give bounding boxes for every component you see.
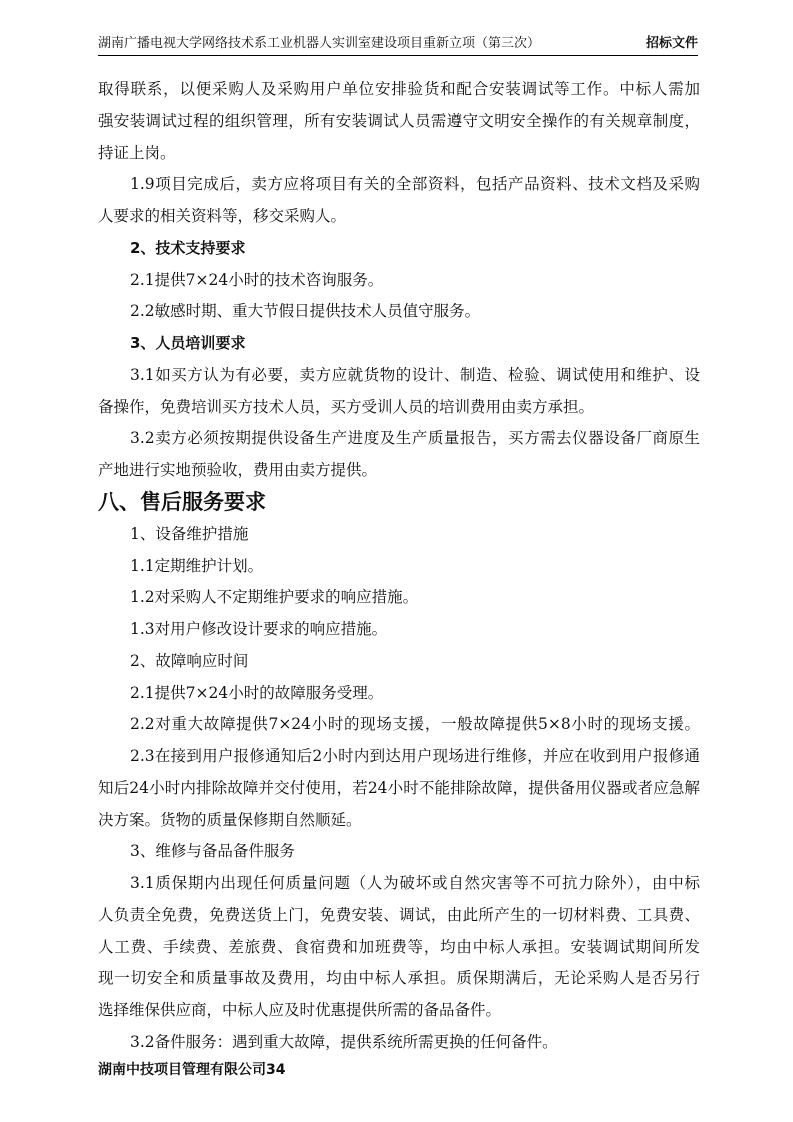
paragraph-line: 2.1提供7×24小时的故障服务受理。 [130,684,384,702]
paragraph-line: 人负责全免费，免费送货上门，免费安装、调试，由此所产生的一切材料费、工具费、 [98,906,700,924]
paragraph-line: 备操作，免费培训买方技术人员，买方受训人员的培训费用由卖方承担。 [98,398,595,416]
paragraph-line: 2.2对重大故障提供7×24小时的现场支援，一般故障提供5×8小时的现场支援。 [130,715,700,733]
header-doc-type: 招标文件 [645,36,698,51]
paragraph-line: 产地进行实地预验收，费用由卖方提供。 [98,461,378,479]
paragraph-line: 3、维修与备品备件服务 [130,842,295,860]
paragraph-line: 1.9项目完成后，卖方应将项目有关的全部资料，包括产品资料、技术文档及采购 [130,175,700,193]
paragraph-line: 强安装调试过程的组织管理，所有安装调试人员需遵守文明安全操作的有关规章制度， [98,112,700,130]
subheading-training: 3、人员培训要求 [130,334,246,352]
paragraph-line: 决方案。货物的质量保修期自然顺延。 [98,811,362,829]
paragraph-line: 1.2对采购人不定期维护要求的响应措施。 [130,588,419,606]
paragraph-line: 1.3对用户修改设计要求的响应措施。 [130,620,388,638]
paragraph-line: 1.1定期维护计划。 [130,557,264,575]
paragraph-line: 选择维保供应商，中标人应及时优惠提供所需的备品备件。 [98,1001,502,1019]
footer-company: 湖南中技项目管理有限公司 [98,1062,266,1078]
paragraph-line: 3.1质保期内出现任何质量问题（人为破坏或自然灾害等不可抗力除外），由中标 [130,874,700,892]
paragraph-line: 3.2卖方必须按期提供设备生产进度及生产质量报告，买方需去仪器设备厂商原生 [130,429,700,447]
paragraph-line: 1、设备维护措施 [130,525,249,543]
paragraph-line: 人工费、手续费、差旅费、食宿费和加班费等，均由中标人承担。安装调试期间所发 [98,938,700,956]
paragraph-line: 持证上岗。 [98,144,176,162]
page-header [98,33,698,56]
paragraph-line: 2.3在接到用户报修通知后2小时内到达用户现场进行维修，并应在收到用户报修通 [130,747,700,765]
section-heading-after-sales: 八、售后服务要求 [98,490,266,514]
paragraph-line: 取得联系，以便采购人及采购用户单位安排验货和配合安装调试等工作。中标人需加 [98,80,700,98]
page-number: 34 [266,1062,286,1078]
paragraph-line: 2、故障响应时间 [130,652,249,670]
subheading-tech-support: 2、技术支持要求 [130,239,246,257]
paragraph-line: 2.1提供7×24小时的技术咨询服务。 [130,271,384,289]
paragraph-line: 3.1如买方认为有必要，卖方应就货物的设计、制造、检验、调试使用和维护、设 [130,366,700,384]
page-footer [98,1059,285,1079]
paragraph-line: 知后24小时内排除故障并交付使用，若24小时不能排除故障，提供备用仪器或者应急解 [98,779,700,797]
paragraph-line: 人要求的相关资料等，移交采购人。 [98,207,347,225]
paragraph-line: 现一切安全和质量事故及费用，均由中标人承担。质保期满后，无论采购人是否另行 [98,969,700,987]
paragraph-line: 3.2备件服务：遇到重大故障，提供系统所需更换的任何备件。 [130,1033,558,1051]
paragraph-line: 2.2敏感时期、重大节假日提供技术人员值守服务。 [130,302,481,320]
header-title: 湖南广播电视大学网络技术系工业机器人实训室建设项目重新立项（第三次） [98,36,541,51]
